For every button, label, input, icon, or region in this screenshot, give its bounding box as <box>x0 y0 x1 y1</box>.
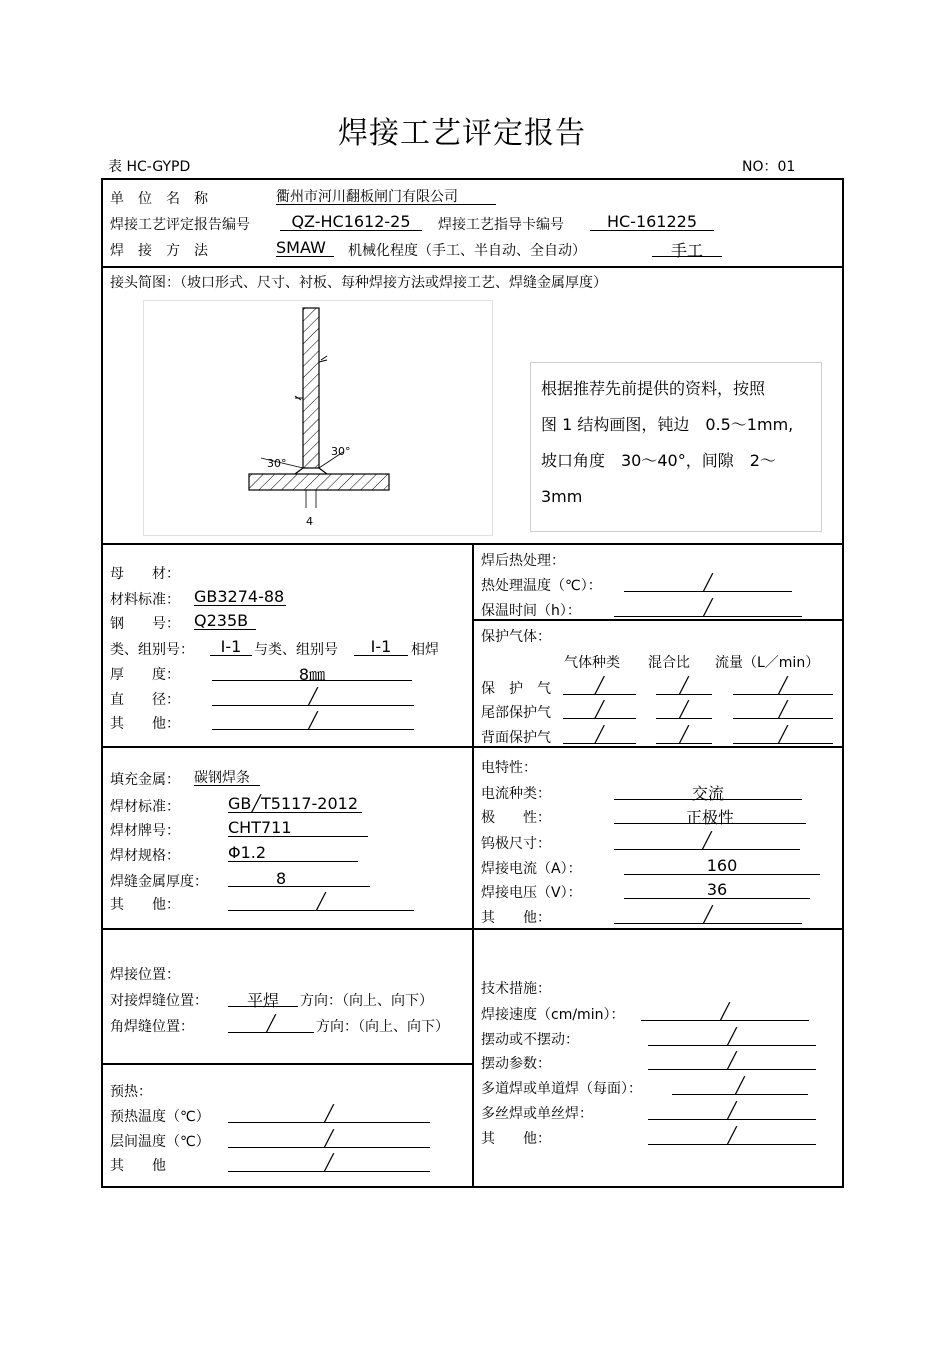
guide-no-label: 焊接工艺指导卡编号 <box>438 217 564 233</box>
steel-grade-value: Q235B <box>194 611 256 630</box>
voltage-value: 36 <box>624 880 810 899</box>
polarity-value: 正极性 <box>614 805 806 824</box>
thickness-value: 8㎜ <box>212 662 412 681</box>
note-line: 3mm <box>541 487 583 506</box>
pwht-title: 焊后热处理： <box>481 553 565 569</box>
note-line: 根据推荐先前提供的资料，按照 <box>541 379 766 398</box>
pwht-temp-label: 热处理温度（℃）： <box>481 578 602 594</box>
gas-type-value: ╱ <box>563 676 636 695</box>
electrical-title: 电特性： <box>481 760 537 776</box>
joint-note <box>530 362 822 532</box>
class-value-2: Ⅰ-1 <box>354 637 408 656</box>
angle-right-label: 30° <box>331 445 351 458</box>
technique-title: 技术措施： <box>481 981 551 997</box>
web-plate <box>303 308 319 468</box>
preheat-other-label: 其 他 <box>110 1158 166 1174</box>
class-label: 类、组别号： <box>110 642 194 658</box>
preheat-temp-label: 预热温度（℃） <box>110 1109 210 1125</box>
filler-title: 填充金属： <box>110 772 180 788</box>
method-label: 焊 接 方 法 <box>110 243 208 259</box>
report-no-label: 焊接工艺评定报告编号 <box>110 217 250 233</box>
gas-title: 保护气体： <box>481 629 551 645</box>
base-metal-title: 母 材： <box>110 566 180 582</box>
weld-thickness-value: 8 <box>228 869 370 887</box>
filler-brand-label: 焊材牌号： <box>110 823 180 839</box>
preheat-other-value: ╱ <box>228 1153 430 1172</box>
butt-position-value: 平焊 <box>228 988 298 1007</box>
form-code: 表 HC-GYPD <box>108 159 191 175</box>
angle-left-label: 30° <box>267 457 287 470</box>
note-line: 图 1 结构画图，钝边 0.5～1mm, <box>541 415 794 434</box>
mech-value: 手工 <box>652 238 722 257</box>
electrical-other-label: 其 他： <box>481 910 551 926</box>
gap-label: 4 <box>306 515 313 528</box>
gas-type-value: ╱ <box>563 725 636 744</box>
butt-direction: 方向：（向上、向下） <box>300 993 433 1009</box>
gas-col-mix: 混合比 <box>648 655 690 671</box>
position-title: 焊接位置： <box>110 967 180 983</box>
butt-position-label: 对接焊缝位置： <box>110 993 208 1009</box>
gas-flow-value: ╱ <box>733 700 833 719</box>
preheat-title: 预热： <box>110 1084 152 1100</box>
gas-row-label: 保 护 气 <box>481 681 551 697</box>
right-bevel <box>319 468 327 474</box>
unit-label: 单 位 名 称 <box>110 191 208 207</box>
base-other-value: ╱ <box>212 711 414 730</box>
gas-row-label: 尾部保护气 <box>481 705 551 721</box>
current-type-label: 电流种类： <box>481 786 551 802</box>
wire-value: ╱ <box>648 1101 816 1120</box>
pwht-time-value: ╱ <box>614 598 802 617</box>
unit-value: 衢州市河川翻板闸门有限公司 <box>276 186 496 205</box>
diameter-value: ╱ <box>212 687 414 706</box>
weave-value: ╱ <box>648 1027 816 1046</box>
class-mid-text: 与类、组别号 <box>254 642 338 658</box>
technique-other-label: 其 他： <box>481 1131 551 1147</box>
material-standard-value: GB3274-88 <box>194 587 285 606</box>
travel-speed-value: ╱ <box>641 1002 809 1021</box>
class-end-text: 相焊 <box>411 642 439 658</box>
divider <box>472 543 474 1188</box>
gas-col-type: 气体种类 <box>564 655 620 671</box>
filler-std-label: 焊材标准： <box>110 799 180 815</box>
joint-label: 接头简图：（坡口形式、尺寸、衬板、每种焊接方法或焊接工艺、焊缝金属厚度） <box>110 275 607 291</box>
filler-spec-label: 焊材规格： <box>110 848 180 864</box>
filler-spec-value: Φ1.2 <box>228 843 358 862</box>
arrow-mark <box>295 396 303 400</box>
interpass-temp-value: ╱ <box>228 1129 430 1148</box>
weave-param-label: 摆动参数： <box>481 1056 551 1072</box>
preheat-temp-value: ╱ <box>228 1104 430 1123</box>
gas-mix-value: ╱ <box>656 676 712 695</box>
travel-speed-label: 焊接速度（cm/min）： <box>481 1007 625 1023</box>
pwht-temp-value: ╱ <box>624 573 792 592</box>
steel-grade-label: 钢 号： <box>110 616 180 632</box>
report-no-value: QZ-HC1612-25 <box>280 212 422 231</box>
interpass-temp-label: 层间温度（℃） <box>110 1134 210 1150</box>
current-type-value: 交流 <box>614 781 802 800</box>
page-title: 焊接工艺评定报告 <box>338 116 586 151</box>
pass-value: ╱ <box>672 1076 808 1095</box>
gas-flow-value: ╱ <box>733 725 833 744</box>
fillet-position-value: ╱ <box>228 1014 314 1033</box>
form-number: NO：01 <box>742 159 796 175</box>
filler-title-value: 碳钢焊条 <box>194 767 260 786</box>
left-bevel <box>295 468 303 474</box>
guide-no-value: HC-161225 <box>590 212 714 231</box>
polarity-label: 极 性： <box>481 810 551 826</box>
current-label: 焊接电流（A）： <box>481 861 582 877</box>
tungsten-label: 钨极尺寸： <box>481 836 551 852</box>
filler-other-label: 其 他： <box>110 897 180 913</box>
divider <box>101 266 844 268</box>
filler-std-value: GB╱T5117-2012 <box>228 794 362 813</box>
mech-label: 机械化程度（手工、半自动、全自动） <box>348 243 586 259</box>
gas-mix-value: ╱ <box>656 725 712 744</box>
gas-row-label: 背面保护气 <box>481 730 551 746</box>
pass-label: 多道焊或单道焊（每面）： <box>481 1081 642 1097</box>
material-standard-label: 材料标准： <box>110 592 180 608</box>
gas-type-value: ╱ <box>563 700 636 719</box>
gas-mix-value: ╱ <box>656 700 712 719</box>
note-line: 坡口角度 30～40°，间隙 2～ <box>541 451 776 470</box>
weld-thickness-label: 焊缝金属厚度： <box>110 874 208 890</box>
filler-other-value: ╱ <box>228 892 414 911</box>
technique-other-value: ╱ <box>648 1126 816 1145</box>
voltage-label: 焊接电压（V）： <box>481 885 582 901</box>
divider <box>101 1063 474 1065</box>
current-value: 160 <box>624 856 820 875</box>
joint-sketch <box>143 300 493 536</box>
filler-brand-value: CHT711 <box>228 818 368 837</box>
weave-label: 摆动或不摆动： <box>481 1032 579 1048</box>
base-other-label: 其 他： <box>110 716 180 732</box>
wire-label: 多丝焊或单丝焊： <box>481 1106 593 1122</box>
method-value: SMAW <box>276 238 334 257</box>
tungsten-value: ╱ <box>614 831 800 850</box>
diameter-label: 直 径： <box>110 692 180 708</box>
pwht-time-label: 保温时间（h）： <box>481 603 581 619</box>
weave-param-value: ╱ <box>648 1051 816 1070</box>
gas-col-flow: 流量（L／min） <box>715 655 820 671</box>
class-value-1: Ⅰ-1 <box>210 637 252 656</box>
thickness-label: 厚 度： <box>110 667 180 683</box>
fillet-position-label: 角焊缝位置： <box>110 1019 194 1035</box>
gas-flow-value: ╱ <box>733 676 833 695</box>
fillet-direction: 方向：（向上、向下） <box>316 1019 449 1035</box>
arrow-mark <box>319 356 327 362</box>
electrical-other-value: ╱ <box>614 905 802 924</box>
base-plate <box>249 474 389 490</box>
